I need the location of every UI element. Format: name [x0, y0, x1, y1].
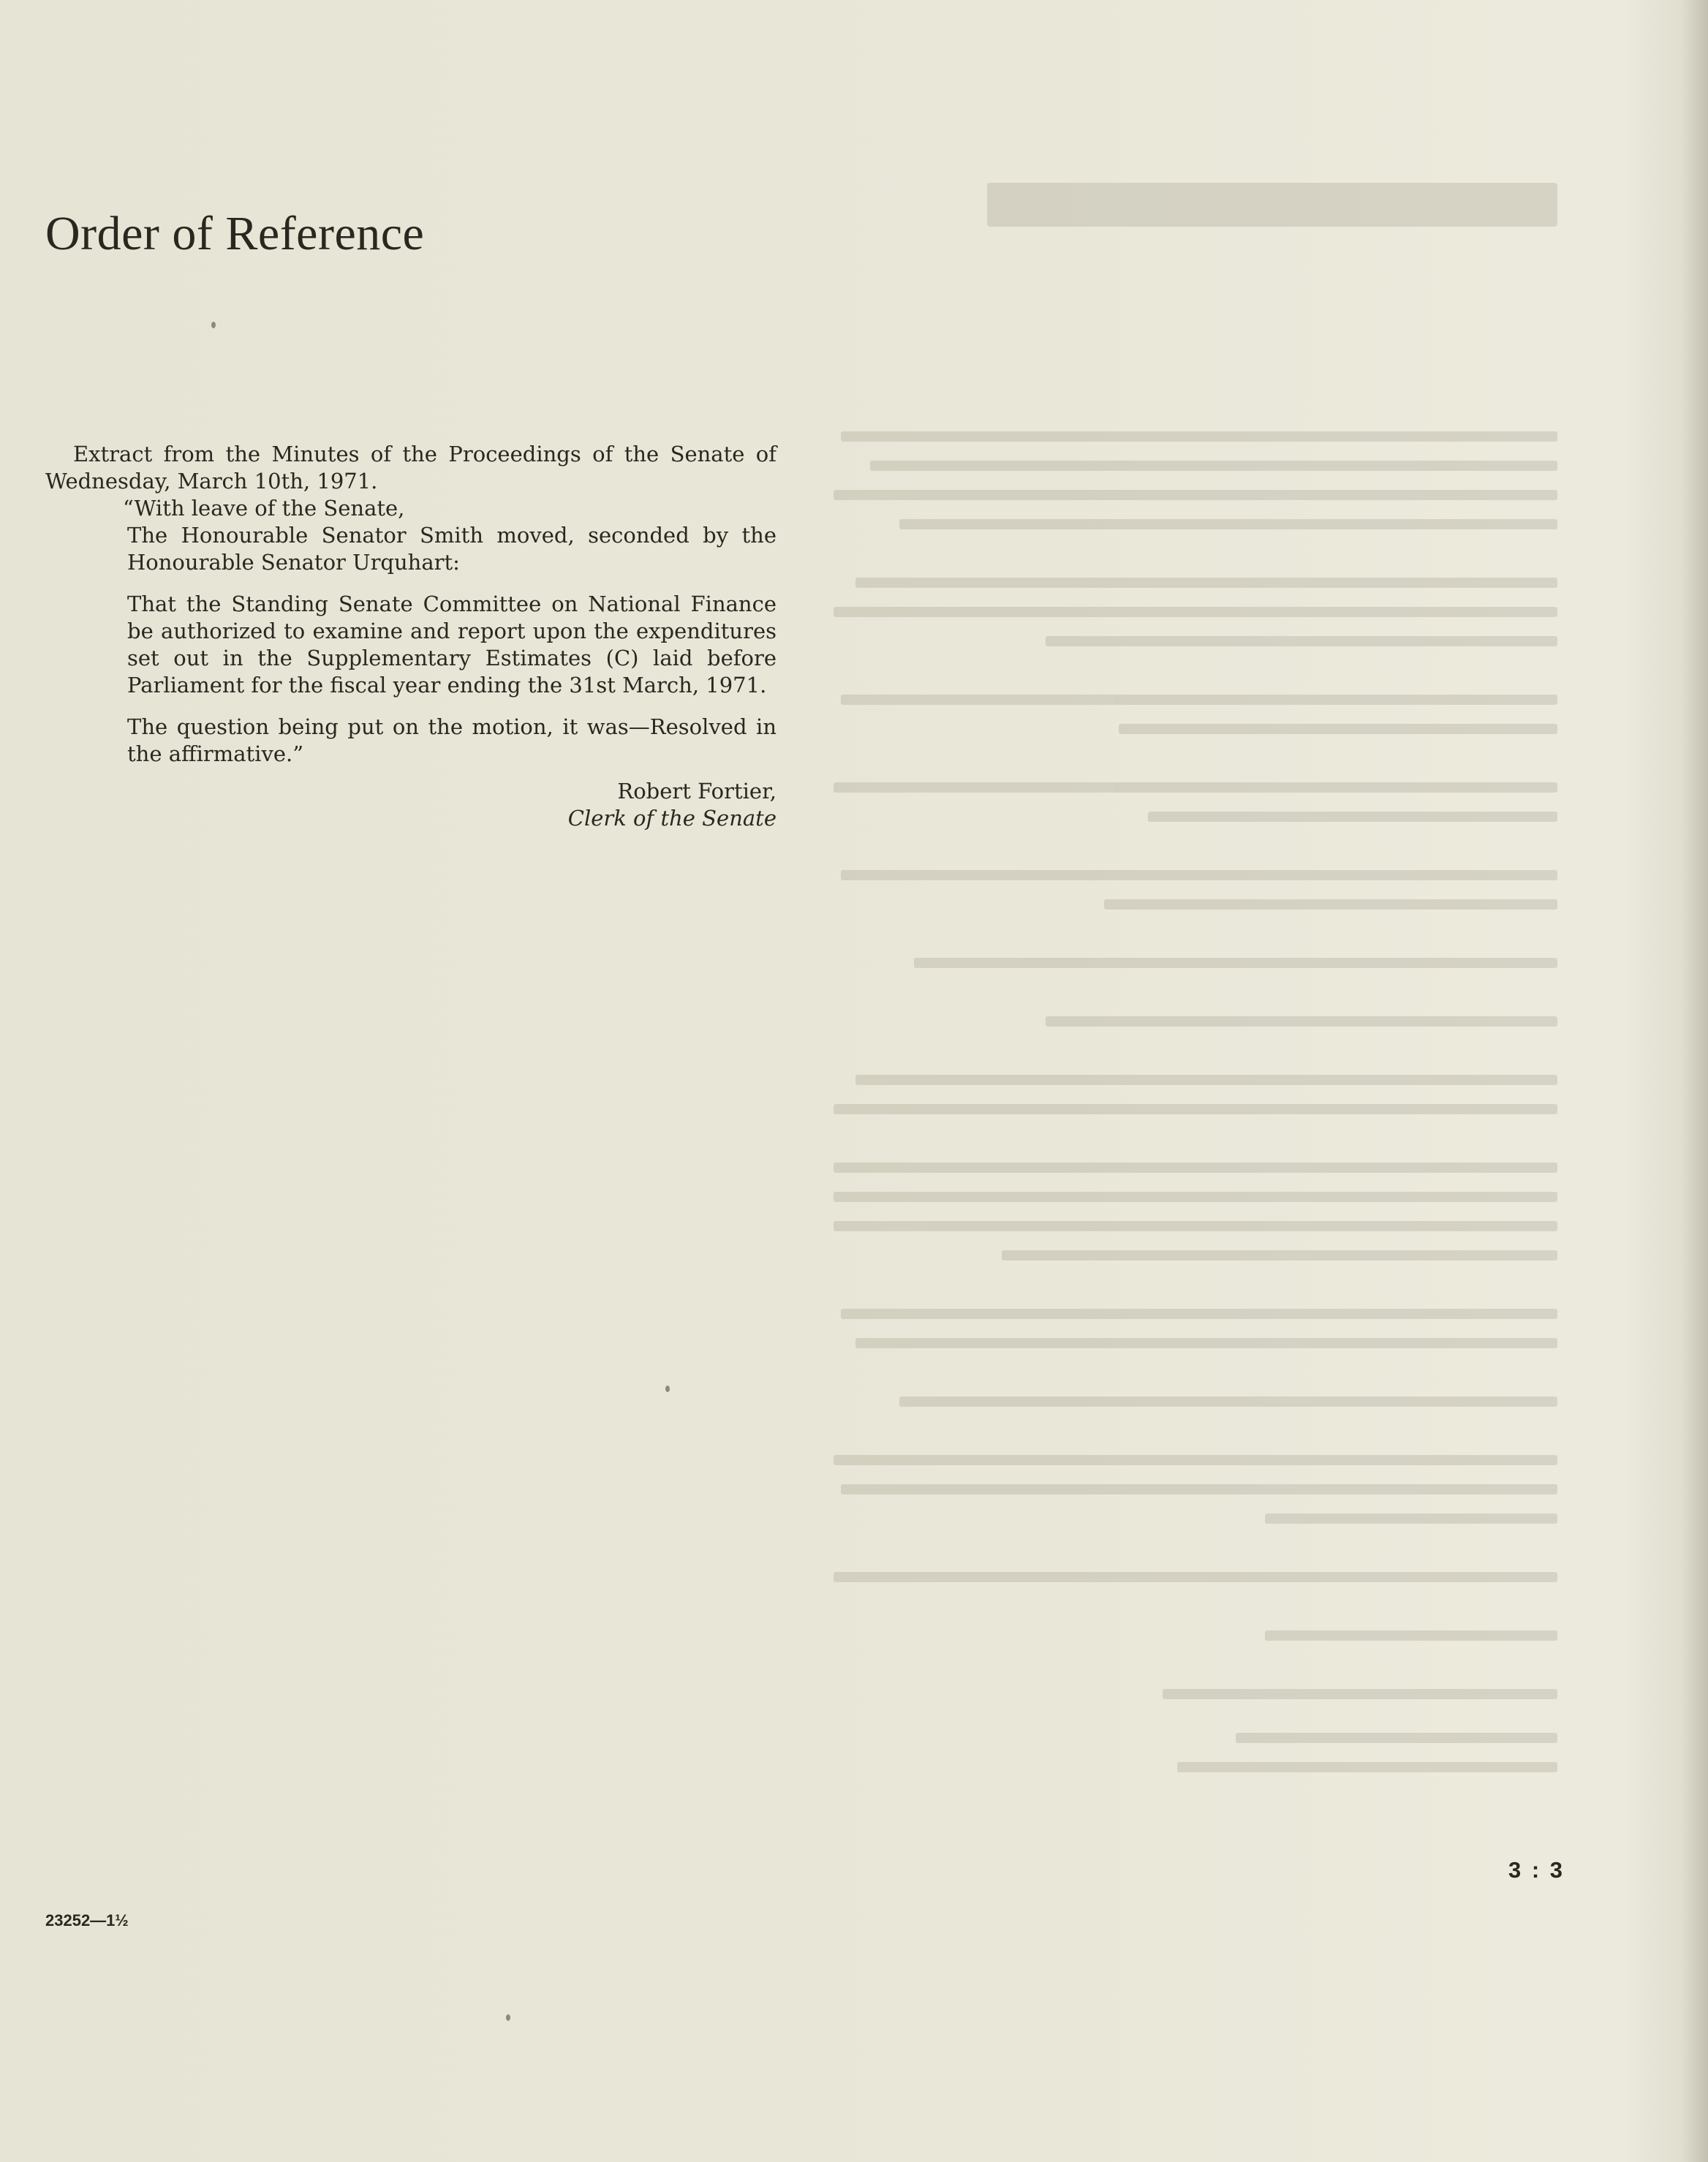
motion-opening-leave: “With leave of the Senate,: [123, 496, 405, 521]
intro-paragraph: Extract from the Minutes of the Proceedings of the Senate of Wednesday, March 10th, 1971.: [45, 442, 776, 494]
paper-speck: [506, 2014, 510, 2021]
order-of-reference-extract: [45, 441, 776, 832]
paper-speck: [211, 322, 216, 328]
gutter-shadow: [1620, 0, 1708, 2162]
signature-name: Robert Fortier,: [617, 779, 776, 804]
print-code: 23252—1½: [45, 1911, 129, 1929]
bleed-through-text: [819, 183, 1557, 1901]
resolution-text: The question being put on the motion, it was—Resolved in the affirmative.”: [127, 714, 776, 766]
motion-body: That the Standing Senate Committee on National Finance be authorized to examine and report upon the expenditures set out in the Supplementary Estimates (C) laid before Parliament for the fiscal year ending the 31st March, 1971.: [127, 591, 776, 698]
motion-block: [45, 495, 776, 768]
motion-opening-mover: The Honourable Senator Smith moved, seconded by the Honourable Senator Urquhart:: [127, 523, 776, 575]
page-title: Order of Reference: [45, 207, 425, 260]
paper-speck: [665, 1386, 670, 1392]
signature-title: Clerk of the Senate: [567, 806, 776, 831]
page-number: 3 : 3: [1508, 1857, 1565, 1883]
